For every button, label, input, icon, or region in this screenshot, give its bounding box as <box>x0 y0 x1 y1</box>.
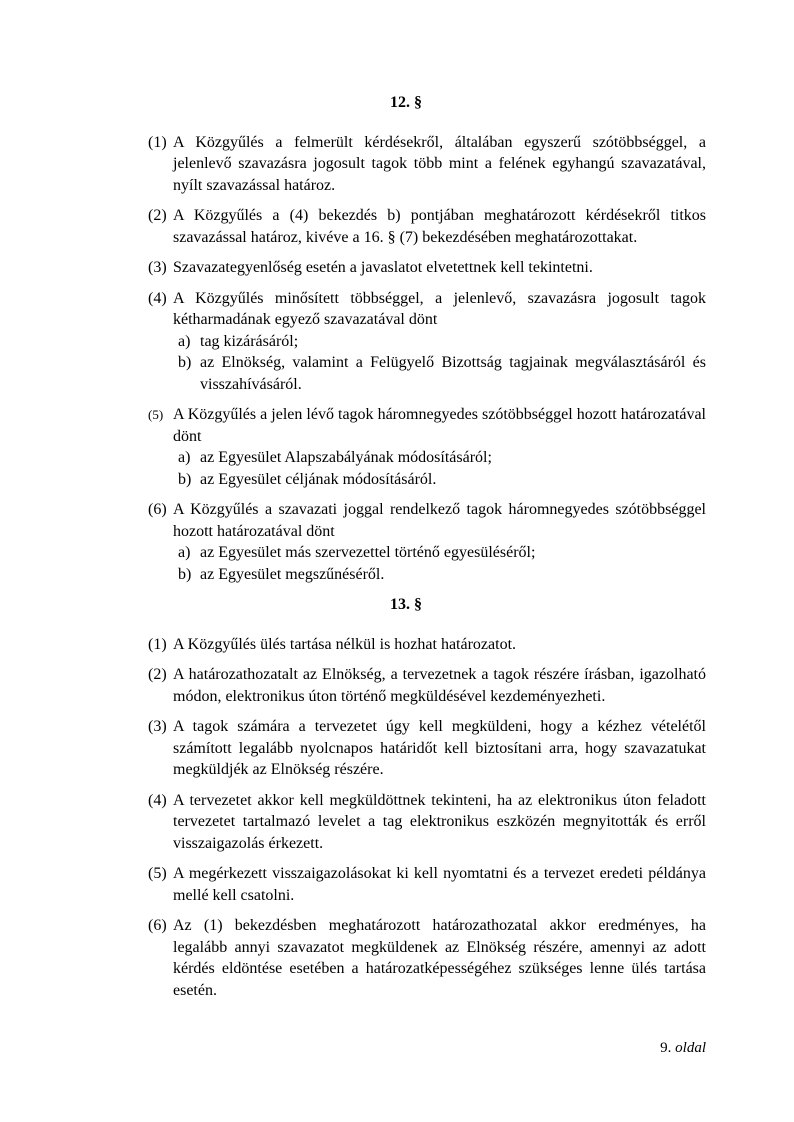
paragraph-text: A tagok számára a tervezetet úgy kell megküldeni, hogy a kézhez vételétől számított legalább nyolcnapos határidőt kell biztosítani arra, hogy szavazatukat megküldjék az Elnökség részére. <box>173 718 706 778</box>
paragraph-text: A Közgyűlés minősített többséggel, a jelenlevő, szavazásra jogosult tagok kétharmadának egyező szavazatával dönt <box>173 289 706 328</box>
page-number-label: oldal <box>675 1040 706 1056</box>
paragraph-body <box>173 404 706 490</box>
page-footer <box>660 1039 706 1057</box>
paragraph-number: (5) <box>148 865 167 882</box>
paragraph-text: A tervezetet akkor kell megküldöttnek tekinteni, ha az elektronikus úton feladott tervezetet tartalmazó levelet a tag elektronikus eszközén megnyitották és erről visszaigazolás érkezett. <box>173 791 706 852</box>
list-item-marker: a) <box>178 332 191 350</box>
paragraph-number: (5) <box>148 407 164 422</box>
paragraph-number: (3) <box>148 718 167 735</box>
list-item <box>173 542 706 564</box>
paragraph-12-6 <box>148 499 706 585</box>
paragraph-12-3 <box>148 257 706 279</box>
paragraph-number: (6) <box>148 501 167 518</box>
paragraph-12-5 <box>148 404 706 490</box>
list-item-text: az Egyesület más szervezettel történő egyesüléséről; <box>200 544 536 561</box>
section-heading-12: 12. § <box>390 94 422 111</box>
list-item <box>173 447 706 469</box>
paragraph-text: A megérkezett visszaigazolásokat ki kell nyomtatni és a tervezet eredeti példánya mellé kell csatolni. <box>173 865 706 904</box>
paragraph-12-2 <box>148 205 706 248</box>
paragraph-text: A Közgyűlés a felmerült kérdésekről, általában egyszerű szótöbbséggel, a jelenlevő szavazásra jogosult tagok több mint a felének egyhangú szavazatával, nyílt szavazással határoz. <box>173 133 706 194</box>
paragraph-13-3 <box>148 716 706 781</box>
paragraph-number: (1) <box>148 635 167 653</box>
paragraph-number: (2) <box>148 666 167 683</box>
paragraph-13-4 <box>148 790 706 855</box>
paragraph-13-1 <box>148 634 706 656</box>
paragraph-text: Szavazategyenlőség esetén a javaslatot elvetettnek kell tekintetni. <box>173 259 593 276</box>
list-item-text: az Egyesület Alapszabályának módosításáról; <box>200 449 492 466</box>
paragraph-body <box>173 288 706 396</box>
paragraph-12-1 <box>148 132 706 197</box>
paragraph-number: (4) <box>148 791 167 809</box>
paragraph-number: (6) <box>148 917 167 934</box>
paragraph-number: (3) <box>148 259 167 276</box>
paragraph-13-6 <box>148 915 706 1001</box>
paragraph-number: (4) <box>148 289 167 307</box>
paragraph-12-4 <box>148 288 706 396</box>
list-item <box>173 352 706 395</box>
list-item <box>173 564 706 586</box>
paragraph-text: Az (1) bekezdésben meghatározott határozathozatal akkor eredményes, ha legalább annyi szavazatot megküldenek az Elnökség részére, amennyi az adott kérdés eldöntése esetében a határozatképességéhez szükséges lenne ülés tartása esetén. <box>173 917 706 999</box>
list-item-marker: a) <box>178 449 191 466</box>
list-item-text: az Elnökség, valamint a Felügyelő Bizottság tagjainak megválasztásáról és visszahívásáról. <box>200 354 706 393</box>
paragraph-text: A Közgyűlés ülés tartása nélkül is hozhat határozatot. <box>173 635 517 653</box>
paragraph-number: (2) <box>148 207 167 224</box>
paragraph-13-2 <box>148 664 706 707</box>
paragraph-body <box>173 499 706 585</box>
page-number: 9. <box>660 1040 672 1056</box>
list-item-marker: b) <box>178 565 192 583</box>
section-heading-13: 13. § <box>390 596 422 613</box>
list-item <box>173 331 706 353</box>
paragraph-text: A határozathozatalt az Elnökség, a tervezetnek a tagok részére írásban, igazolható módon, elektronikus úton történő megküldésével kezdeményezheti. <box>173 666 706 705</box>
list-item-marker: b) <box>178 354 192 371</box>
paragraph-text: A Közgyűlés a szavazati joggal rendelkező tagok háromnegyedes szótöbbséggel hozott határozatával dönt <box>173 501 706 540</box>
paragraph-text: A Közgyűlés a jelen lévő tagok háromnegyedes szótöbbséggel hozott határozatával dönt <box>173 406 706 445</box>
list-item-text: tag kizárásáról; <box>200 332 299 350</box>
list-item-text: az Egyesület megszűnéséről. <box>200 565 385 583</box>
list-item-marker: b) <box>178 470 192 488</box>
paragraph-13-5 <box>148 863 706 906</box>
list-item-text: az Egyesület céljának módosításáról. <box>200 470 437 488</box>
paragraph-text: A Közgyűlés a (4) bekezdés b) pontjában meghatározott kérdésekről titkos szavazással határoz, kivéve a 16. § (7) bekezdésében meghatározottakat. <box>173 207 706 246</box>
list-item <box>173 469 706 491</box>
list-item-marker: a) <box>178 544 191 561</box>
paragraph-number: (1) <box>148 133 167 151</box>
